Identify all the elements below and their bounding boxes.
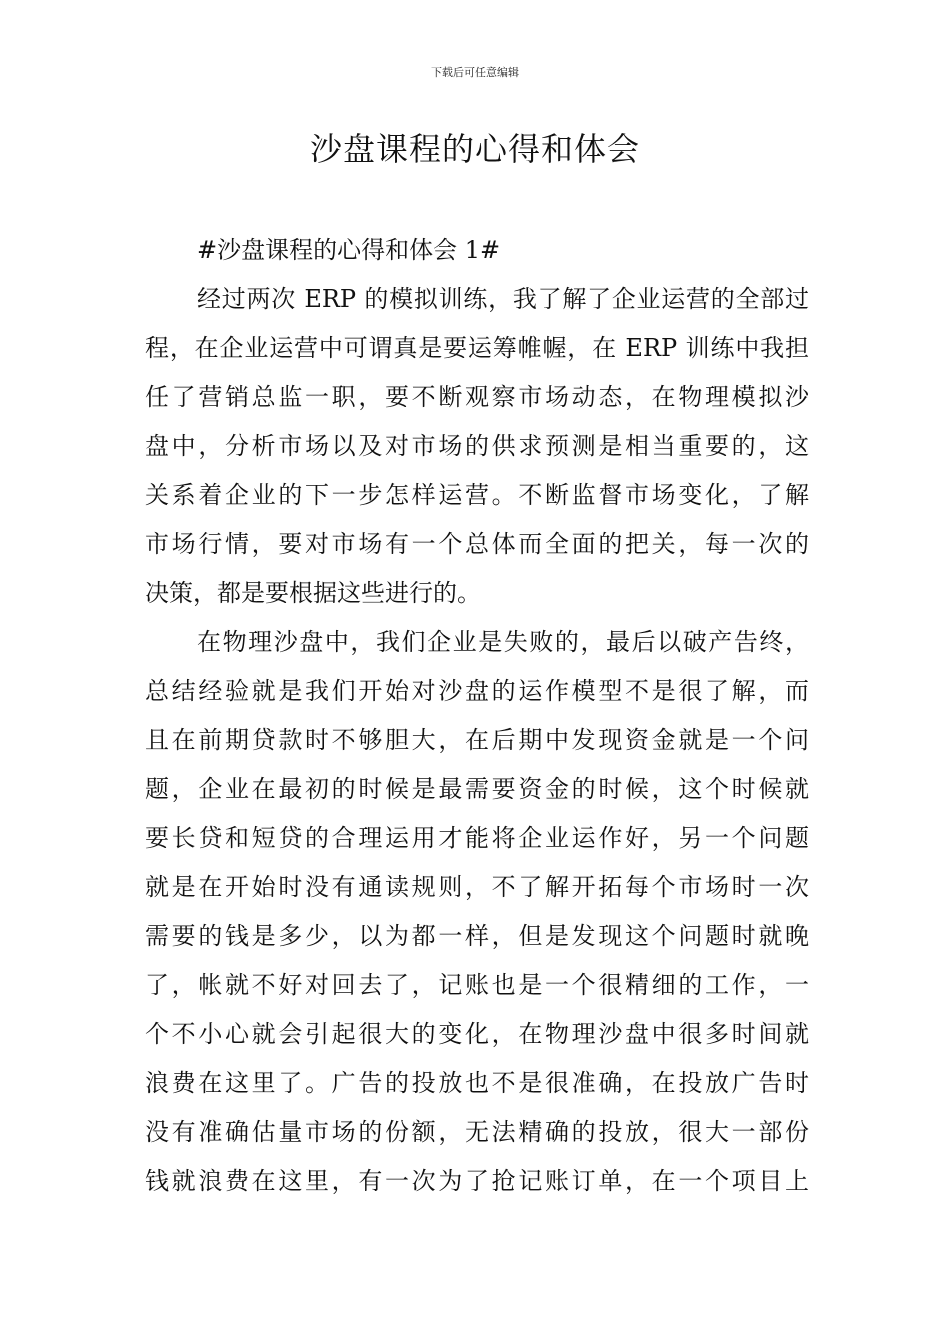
document-title: 沙盘课程的心得和体会 xyxy=(309,130,640,168)
paragraph-line: 没有准确估量市场的份额，无法精确的投放，很大一部份 xyxy=(145,1118,809,1146)
paragraph-line: 个不小心就会引起很大的变化，在物理沙盘中很多时间就 xyxy=(145,1020,809,1048)
paragraph-line: 程，在企业运营中可谓真是要运筹帷幄，在 ERP 训练中我担 xyxy=(145,334,809,362)
paragraph-line: 经过两次 ERP 的模拟训练，我了解了企业运营的全部过 xyxy=(197,285,809,313)
paragraph-line: 决策，都是要根据这些进行的。 xyxy=(145,579,481,607)
paragraph-2 xyxy=(145,618,809,1206)
paragraph-line: 且在前期贷款时不够胆大，在后期中发现资金就是一个问 xyxy=(145,726,809,754)
paragraph-line: 市场行情，要对市场有一个总体而全面的把关，每一次的 xyxy=(145,530,809,558)
paragraph-line: 要长贷和短贷的合理运用才能将企业运作好，另一个问题 xyxy=(145,824,809,852)
paragraph-line: 就是在开始时没有通读规则，不了解开拓每个市场时一次 xyxy=(145,873,809,901)
paragraph-line: 钱就浪费在这里，有一次为了抢记账订单，在一个项目上 xyxy=(145,1167,809,1195)
header-note: 下载后可任意编辑 xyxy=(431,66,519,79)
paragraph-line: 关系着企业的下一步怎样运营。不断监督市场变化，了解 xyxy=(145,481,809,509)
paragraph-line: 需要的钱是多少，以为都一样，但是发现这个问题时就晚 xyxy=(145,922,809,950)
section-heading: #沙盘课程的心得和体会 1# xyxy=(197,236,501,264)
document-body xyxy=(145,226,809,1206)
paragraph-line: 盘中，分析市场以及对市场的供求预测是相当重要的，这 xyxy=(145,432,809,460)
paragraph-line: 在物理沙盘中，我们企业是失败的，最后以破产告终， xyxy=(197,628,809,656)
paragraph-line: 任了营销总监一职，要不断观察市场动态，在物理模拟沙 xyxy=(145,383,809,411)
paragraph-line: 浪费在这里了。广告的投放也不是很准确，在投放广告时 xyxy=(145,1069,809,1097)
paragraph-line: 了，帐就不好对回去了，记账也是一个很精细的工作，一 xyxy=(145,971,809,999)
paragraph-1 xyxy=(145,275,809,618)
paragraph-line: 总结经验就是我们开始对沙盘的运作模型不是很了解，而 xyxy=(145,677,809,705)
paragraph-line: 题，企业在最初的时候是最需要资金的时候，这个时候就 xyxy=(145,775,809,803)
